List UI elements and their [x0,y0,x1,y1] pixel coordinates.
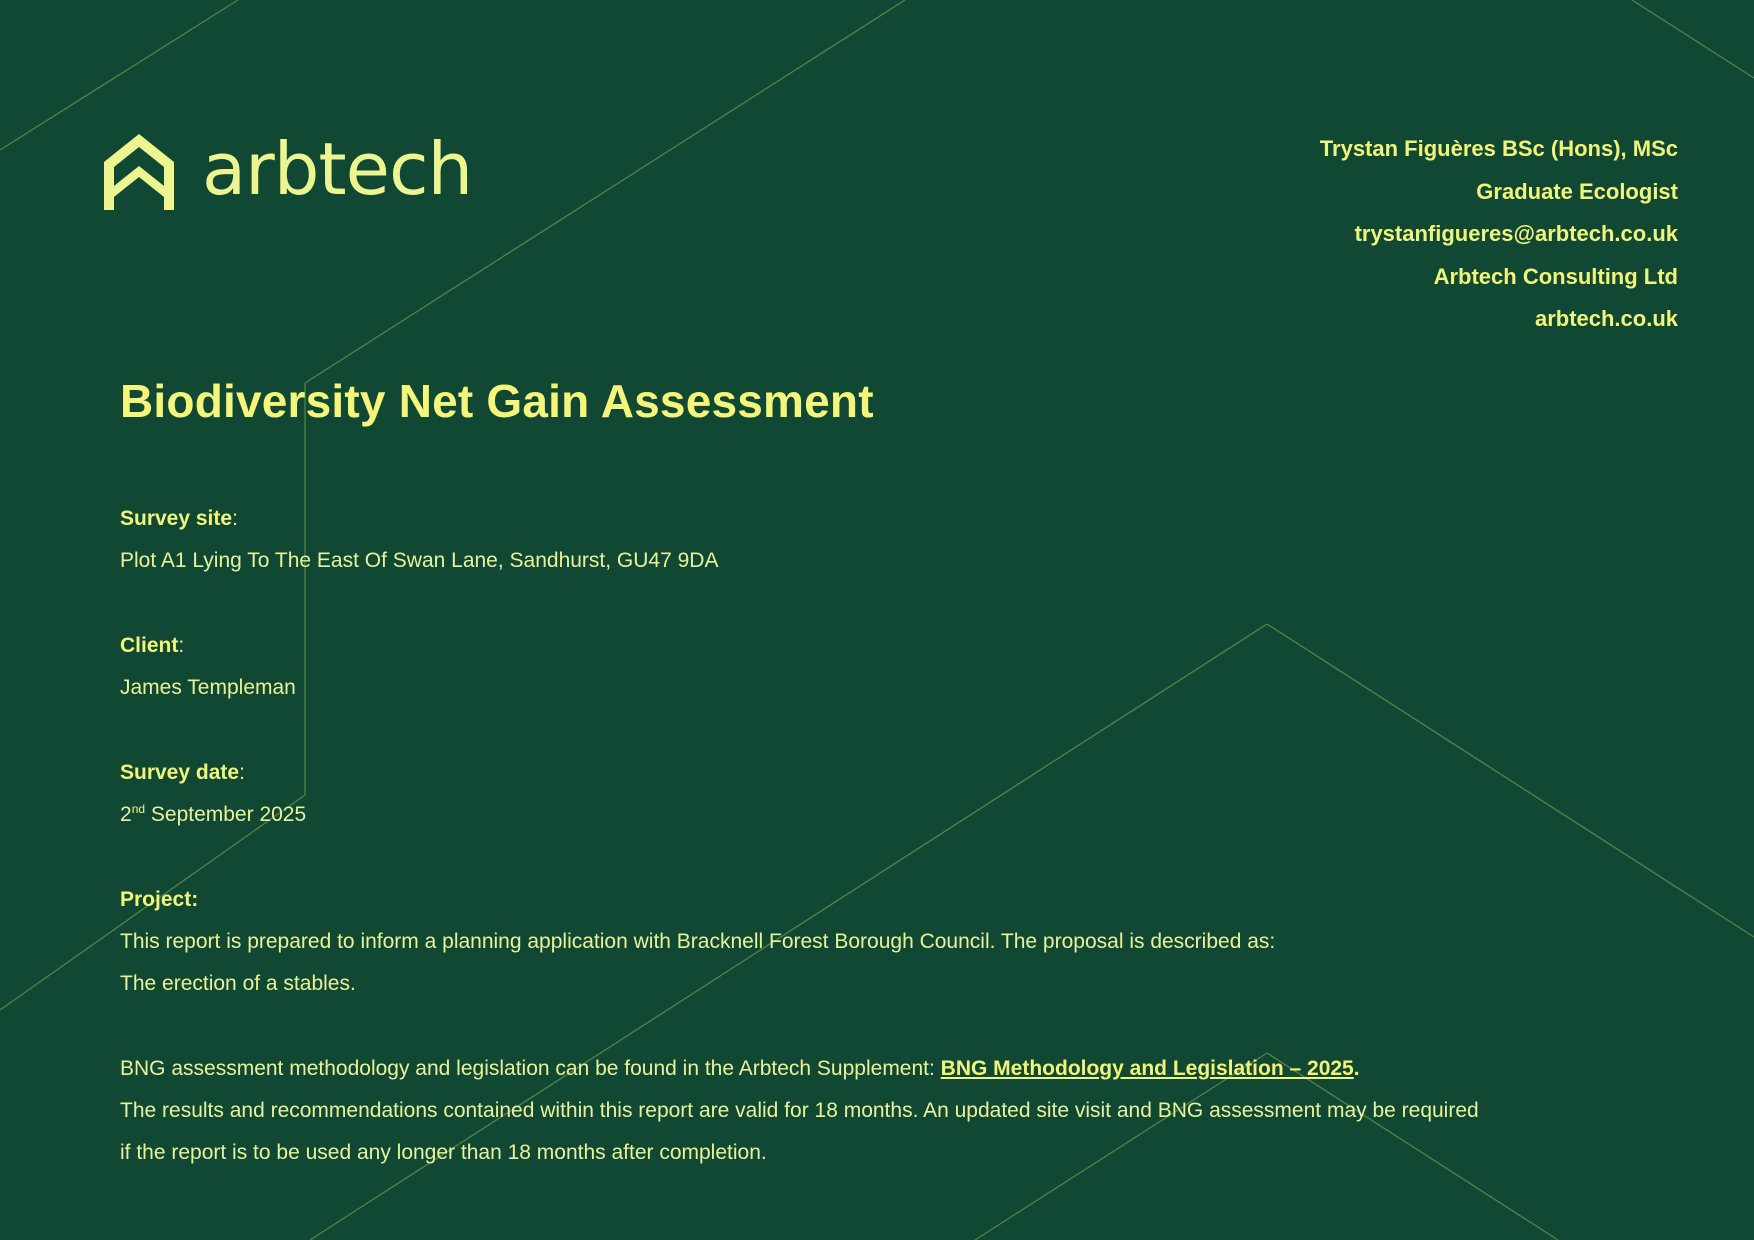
author-role: Graduate Ecologist [1476,178,1678,204]
author-name: Trystan Figuères BSc (Hons), MSc [1319,136,1678,161]
client-value: James Templeman [120,676,296,700]
author-details [1320,128,1678,341]
project-description: This report is prepared to inform a planning application with Bracknell Forest Borough Council. The proposal is described as: [120,929,1276,953]
survey-site-heading: Survey site: [120,507,238,530]
survey-date-label: Survey date [120,760,240,784]
methodology-note: BNG assessment methodology and legislation can be found in the Arbtech Supplement: BNG Methodology and Legislation – 2025. [120,1056,1360,1080]
bng-methodology-link[interactable]: BNG Methodology and Legislation – 2025 [940,1056,1354,1080]
validity-note-line2: if the report is to be used any longer than 18 months after completion. [120,1141,767,1165]
arbtech-logo [104,128,472,210]
client-label: Client [120,633,179,657]
report-title: Biodiversity Net Gain Assessment [120,375,874,427]
client-heading: Client: [120,633,185,657]
author-email[interactable]: trystanfigueres@arbtech.co.uk [1354,221,1678,246]
logo-chevron-icon [104,128,174,210]
survey-site-value: Plot A1 Lying To The East Of Swan Lane, Sandhurst, GU47 9DA [120,549,719,573]
author-company: Arbtech Consulting Ltd [1433,263,1678,289]
survey-date-heading: Survey date: [120,760,245,784]
project-label: Project: [120,887,199,911]
validity-note-line1: The results and recommendations contained within this report are valid for 18 months. An updated site visit and BNG assessment may be required [120,1099,1479,1123]
logo-wordmark: arbtech [202,127,473,211]
report-details [120,498,1680,1175]
author-website[interactable]: arbtech.co.uk [1534,306,1678,331]
project-proposal: The erection of a stables. [120,972,356,996]
survey-date-value: 2nd September 2025 [120,802,307,827]
survey-site-label: Survey site [120,507,233,530]
